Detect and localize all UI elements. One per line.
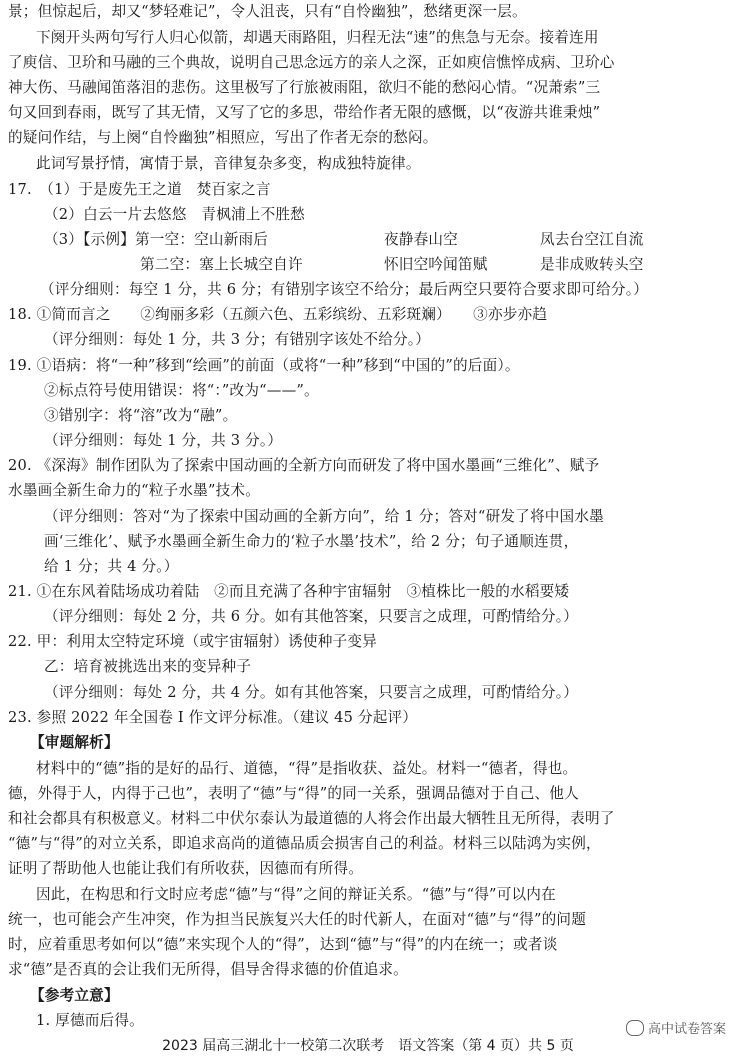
- text-line: 的疑问作结，与上阕“自怜幽独”相照应，写出了作者无奈的愁闷。: [8, 129, 438, 146]
- scoring-note: （评分细则：每空 1 分，共 6 分；有错别字该空不给分；最后两空只要符合要求即可给分。）: [40, 281, 648, 298]
- text-line: “德”与“得”的对立关系，即追求高尚的道德品质会损害自己的利益。材料三以陆鸿为实例，: [8, 835, 601, 852]
- text-line: 画‘三维化’、赋予水墨画全新生命力的‘粒子水墨’技术”，给 2 分；句子通顺连贯，: [44, 533, 579, 550]
- answer-cell: 是非成败转头空: [540, 256, 644, 273]
- text-line: 乙：培育被挑选出来的变异种子: [44, 658, 252, 675]
- text-line: 第二空：塞上长城空自许: [140, 256, 303, 273]
- text-line: 因此，在构思和行文时应考虑“德”与“得”之间的辩证关系。“德”与“得”可以内在: [36, 886, 556, 903]
- text-line: 德，外得于人，内得于己也”，表明了“德”与“得”的同一关系，强调品德对于自己、他人: [8, 785, 579, 802]
- answer-17: 17. （1）于是废先王之道 焚百家之言: [8, 181, 271, 198]
- text-line: ③错别字：将“溶”改为“融”。: [44, 407, 238, 424]
- answer-22: 22. 甲：利用太空特定环境（或宇宙辐射）诱使种子变异: [8, 633, 377, 650]
- text-line: （3）【示例】第一空：空山新雨后: [44, 231, 269, 248]
- scoring-note: （评分细则：每处 2 分，共 6 分。如有其他答案，只要言之成理，可酌情给分。）: [44, 608, 579, 625]
- answer-23: 23. 参照 2022 年全国卷 I 作文评分标准。（建议 45 分起评）: [8, 709, 418, 726]
- text-line: 材料中的“德”指的是好的品行、道德，“得”是指收获、益处。材料一“德者，得也。: [36, 760, 578, 777]
- section-heading: 【审题解析】: [30, 734, 119, 751]
- answer-21: 21. ①在东风着陆场成功着陆 ②而且充满了各种宇宙辐射 ③植株比一般的水稻要矮: [8, 583, 570, 600]
- text-line: 了庾信、卫玠和马融的三个典故，说明自己思念远方的亲人之深，正如庾信憔悴成病、卫玠心: [8, 54, 615, 71]
- text-line: 下阕开头两句写行人归心似箭，却遇天雨路阻，归程无法“速”的焦急与无奈。接着连用: [36, 29, 599, 46]
- text-line: 此词写景抒情，寓情于景，音律复杂多变，构成独特旋律。: [36, 155, 421, 172]
- scoring-note: （评分细则：每处 1 分，共 3 分。）: [44, 432, 283, 449]
- scoring-note: （评分细则：每处 1 分，共 3 分；有错别字该处不给分。）: [44, 331, 431, 348]
- text-line: 证明了帮助他人也能让我们有所收获，因德而有所得。: [8, 860, 364, 877]
- section-heading: 【参考立意】: [30, 987, 119, 1004]
- text-line: （2）白云一片去悠悠 青枫浦上不胜愁: [44, 206, 305, 223]
- text-line: 神大伤、马融闻笛落泪的悲伤。这里极写了行旅被雨阻，欲归不能的愁闷心情。“况萧索”三: [8, 79, 601, 96]
- answer-cell: 凤去台空江自流: [540, 231, 644, 248]
- answer-cell: 怀旧空吟闻笛赋: [384, 256, 488, 273]
- answer-20: 20. 《深海》制作团队为了探索中国动画的全新方向而研发了将中国水墨画“三维化”、赋予: [8, 457, 600, 474]
- text-line: 给 1 分；共 4 分。）: [44, 558, 179, 575]
- watermark-text: 高中试卷答案: [647, 1022, 726, 1037]
- answer-cell: 夜静春山空: [384, 231, 458, 248]
- scoring-note: （评分细则：每处 2 分，共 4 分。如有其他答案，只要言之成理，可酌情给分。）: [44, 684, 579, 701]
- chat-icon: [626, 1020, 644, 1036]
- text-line: 时，应着重思考如何以“德”来实现个人的“得”，达到“德”与“得”的内在统一；或者谈: [8, 936, 558, 953]
- watermark: [626, 1018, 726, 1037]
- text-line: ②标点符号使用错误：将“：”改为“——”。: [44, 382, 319, 399]
- text-line: 景；但惊起后，却又“梦轻难记”，令人沮丧，只有“自怜幽独”，愁绪更深一层。: [8, 3, 527, 20]
- text-line: 统一，也可能会产生冲突，作为担当民族复兴大任的时代新人，在面对“德”与“得”的问题: [8, 911, 587, 928]
- text-line: 1. 厚德而后得。: [36, 1012, 144, 1029]
- answer-18: 18. ①简而言之 ②绚丽多彩（五颜六色、五彩缤纷、五彩斑斓） ③亦步亦趋: [8, 306, 548, 323]
- text-line: 句又回到春雨，既写了其无情，又写了它的多思，带给作者无限的感慨，以“夜游共谁秉烛”: [8, 104, 601, 121]
- answer-19: 19. ①语病：将“一种”移到“绘画”的前面（或将“一种”移到“中国的”的后面）。: [8, 357, 520, 374]
- scoring-note: （评分细则：答对“为了探索中国动画的全新方向”，给 1 分；答对“研发了将中国水墨: [44, 508, 604, 525]
- text-line: 求“德”是否真的会让我们无所得，倡导舍得求德的价值追求。: [8, 961, 408, 978]
- text-line: 和社会都具有积极意义。材料二中伏尔泰认为最道德的人将会作出最大牺牲且无所得，表明了: [8, 810, 615, 827]
- text-line: 水墨画全新生命力的“粒子水墨”技术。: [8, 482, 261, 499]
- page-footer: 2023 届高三湖北十一校第二次联考 语文答案（第 4 页）共 5 页: [162, 1038, 574, 1054]
